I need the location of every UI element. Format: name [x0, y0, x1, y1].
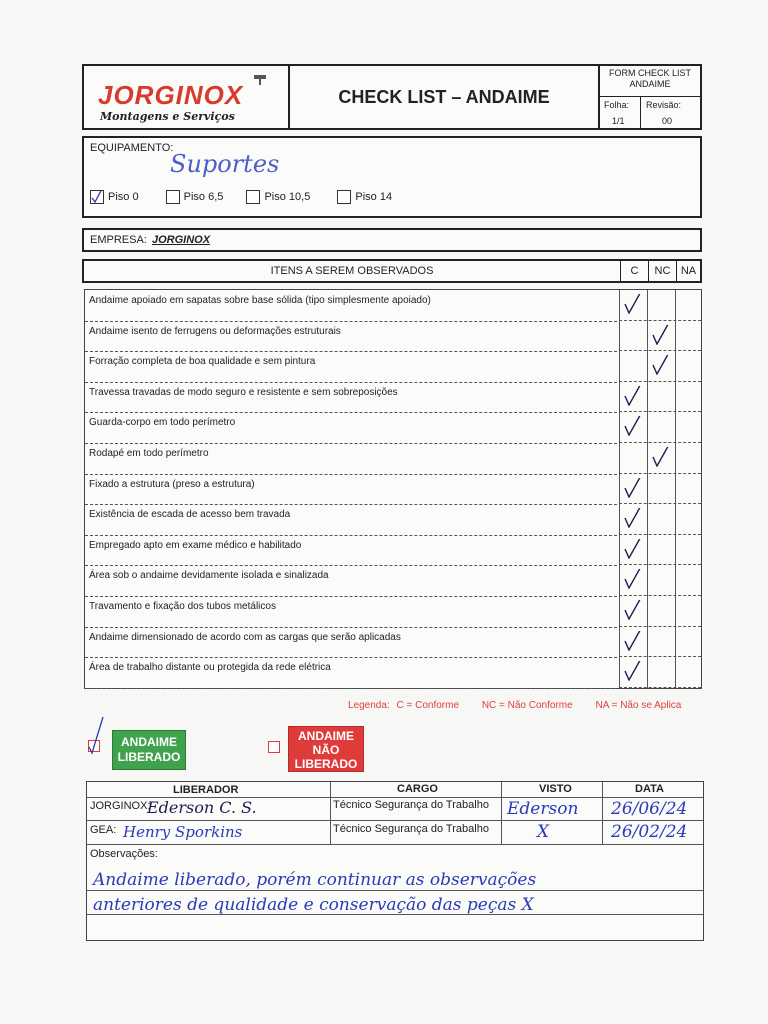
floor-option-0[interactable] — [90, 191, 139, 203]
checklist-row-line — [619, 381, 701, 382]
nao-liberado-l1: ANDAIME — [298, 729, 354, 743]
logo-area — [84, 66, 290, 128]
logo-main: JORGINOX — [98, 80, 244, 110]
nao-liberado-l3: LIBERADO — [294, 757, 358, 771]
nao-liberado-checkbox[interactable] — [268, 741, 280, 753]
company-label: EMPRESA: — [90, 234, 147, 246]
nao-liberado-l2: NÃO — [312, 743, 340, 757]
obs-line-1 — [87, 890, 703, 891]
floor-label-2: Piso 10,5 — [264, 190, 311, 203]
checklist-row — [85, 535, 617, 567]
checklist-row — [85, 627, 617, 659]
check-mark-icon[interactable] — [623, 416, 643, 436]
folha-value: 1/1 — [612, 116, 625, 126]
floor-checkbox-3[interactable] — [337, 190, 351, 204]
signoff-vline-2 — [501, 782, 502, 844]
checklist-item-text: Travessa travadas de modo seguro e resistente e sem sobreposições — [89, 386, 398, 398]
floor-checkbox-0[interactable] — [90, 190, 104, 204]
checklist-row — [85, 351, 617, 383]
checklist-row — [85, 412, 617, 444]
equipment-value: Suportes — [170, 150, 280, 178]
checklist-item-text: Guarda-corpo em todo perímetro — [89, 417, 236, 429]
equipment-label: EQUIPAMENTO: — [90, 142, 174, 154]
company-box — [82, 228, 702, 252]
checklist-row-line — [619, 534, 701, 535]
floor-option-2[interactable] — [246, 191, 310, 203]
check-mark-icon[interactable] — [651, 325, 671, 345]
floor-checkbox-2[interactable] — [246, 190, 260, 204]
signoff-vline-3 — [602, 782, 603, 844]
row2-visto: X — [537, 822, 550, 842]
checklist-item-text: Andaime apoiado em sapatas sobre base sólida (tipo simplesmente apoiado) — [89, 295, 431, 306]
row1-name: Ederson C. S. — [147, 798, 257, 817]
items-header — [82, 259, 702, 283]
checklist-row-line — [619, 442, 701, 443]
check-mark-icon[interactable] — [623, 569, 643, 589]
checklist-row — [85, 657, 617, 689]
floor-option-1[interactable] — [166, 191, 224, 203]
row2-name: Henry Sporkins — [123, 823, 243, 841]
col-nc-header: NC — [648, 261, 676, 281]
floor-label-0: Piso 0 — [108, 190, 139, 203]
checklist-item-text: Existência de escada de acesso bem travada — [89, 509, 291, 521]
checklist-row — [85, 504, 617, 536]
checklist-item-text: Empregado apto em exame médico e habilitado — [89, 539, 302, 551]
check-mark-icon[interactable] — [623, 539, 643, 559]
check-mark-icon[interactable] — [623, 478, 643, 498]
header-data: DATA — [635, 783, 664, 795]
check-mark-icon[interactable] — [623, 661, 643, 681]
legend — [348, 700, 681, 711]
legend-c: C = Conforme — [396, 700, 460, 711]
liberado-badge: ANDAIME LIBERADO — [112, 730, 186, 770]
company-value: JORGINOX — [152, 234, 211, 246]
obs-text-2: anteriores de qualidade e conservação das peças X — [93, 895, 534, 915]
signoff-hline-3 — [87, 844, 703, 845]
nao-liberado-badge — [288, 726, 364, 772]
form-meta — [600, 66, 700, 128]
checklist-row-line — [619, 656, 701, 657]
check-mark-icon[interactable] — [623, 600, 643, 620]
revisao-value: 00 — [662, 116, 673, 126]
checklist-item-text: Área sob o andaime devidamente isolada e sinalizada — [89, 570, 329, 582]
floor-label-3: Piso 14 — [355, 190, 393, 203]
floor-option-3[interactable] — [337, 191, 392, 203]
row2-cargo: Técnico Segurança do Trabalho — [333, 823, 489, 835]
equipment-box — [82, 136, 702, 218]
items-table — [84, 289, 702, 689]
check-mark-icon[interactable] — [651, 447, 671, 467]
row2-org: GEA: — [90, 824, 117, 836]
row1-cargo: Técnico Segurança do Trabalho — [333, 799, 489, 811]
logo-sub: Montagens e Serviços — [100, 110, 235, 123]
legend-label: Legenda: — [348, 700, 390, 711]
row1-data: 26/06/24 — [611, 799, 688, 819]
legend-na: NA = Não se Aplica — [595, 700, 682, 711]
checklist-item-text: Rodapé em todo perímetro — [89, 448, 209, 459]
checklist-row-line — [619, 503, 701, 504]
check-mark-icon[interactable] — [623, 631, 643, 651]
checklist-row — [85, 290, 617, 322]
legend-nc: NC = Não Conforme — [481, 700, 573, 711]
col-na-header: NA — [676, 261, 700, 281]
meta-divider — [600, 96, 700, 97]
checklist-row-line — [619, 626, 701, 627]
checklist-row — [85, 321, 617, 353]
checklist-item-text: Fixado a estrutura (preso a estrutura) — [89, 478, 255, 490]
checklist-row — [85, 565, 617, 597]
checklist-item-text: Forração completa de boa qualidade e sem pintura — [89, 356, 316, 368]
checklist-item-text: Andaime isento de ferrugens ou deformações estruturais — [89, 325, 341, 337]
checklist-row — [85, 382, 617, 414]
floor-checkbox-1[interactable] — [166, 190, 180, 204]
logo-icon — [252, 72, 268, 84]
page-title: CHECK LIST – ANDAIME — [290, 66, 600, 128]
signoff-table — [86, 781, 704, 941]
checklist-row-line — [619, 564, 701, 565]
checklist-row — [85, 474, 617, 506]
signoff-vline-1 — [330, 782, 331, 844]
col-c-header: C — [620, 261, 648, 281]
checklist-row-line — [619, 320, 701, 321]
checklist-row-line — [619, 350, 701, 351]
check-mark-icon[interactable] — [651, 355, 671, 375]
signoff-hline-2 — [87, 820, 703, 821]
meta-vdivider — [640, 96, 641, 128]
checklist-row-line — [619, 595, 701, 596]
checklist-row-line — [619, 411, 701, 412]
checklist-item-text: Travamento e fixação dos tubos metálicos — [89, 601, 276, 612]
revisao-label: Revisão: — [646, 100, 682, 110]
check-mark-icon[interactable] — [623, 508, 643, 528]
header-cargo: CARGO — [397, 783, 438, 795]
obs-label: Observações: — [90, 848, 158, 860]
floor-options — [90, 190, 392, 204]
row1-visto: Ederson — [507, 799, 579, 819]
checklist-row — [85, 443, 617, 475]
liberado-checkbox[interactable] — [88, 740, 100, 752]
items-header-title: ITENS A SEREM OBSERVADOS — [270, 265, 434, 277]
floor-label-1: Piso 6,5 — [183, 190, 224, 203]
checklist-row-line — [619, 687, 701, 688]
header-visto: VISTO — [539, 783, 572, 795]
checklist-item-text: Área de trabalho distante ou protegida da rede elétrica — [89, 662, 331, 674]
row2-data: 26/02/24 — [611, 822, 688, 842]
folha-label: Folha: — [604, 100, 630, 110]
check-mark-icon[interactable] — [623, 386, 643, 406]
form-code: FORM CHECK LIST ANDAIME — [608, 68, 691, 89]
header-box — [82, 64, 702, 130]
checklist-row-line — [619, 473, 701, 474]
check-mark-icon[interactable] — [623, 294, 643, 314]
obs-text-1: Andaime liberado, porém continuar as observações — [93, 870, 537, 890]
checklist-item-text: Andaime dimensionado de acordo com as cargas que serão aplicadas — [89, 631, 401, 643]
checklist-row — [85, 596, 617, 628]
row1-org: JORGINOX: — [90, 800, 151, 812]
header-liberador: LIBERADOR — [173, 784, 239, 796]
